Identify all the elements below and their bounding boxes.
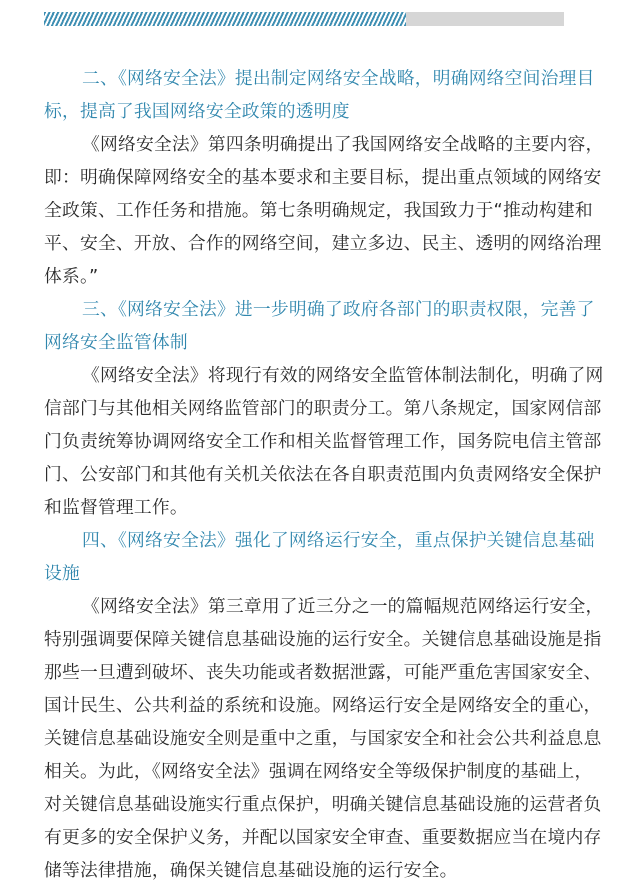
paragraph-line: 全政策、工作任务和措施。第七条明确规定，我国致力于“推动构建和 bbox=[44, 200, 593, 221]
heading-line: 二、《网络安全法》提出制定网络安全战略，明确网络空间治理目 bbox=[82, 68, 595, 89]
paragraph-line: 平、安全、开放、合作的网络空间，建立多边、民主、透明的网络治理 bbox=[44, 233, 602, 254]
paragraph-line: 信部门与其他相关网络监管部门的职责分工。第八条规定，国家网信部 bbox=[44, 398, 602, 419]
paragraph-line: 即：明确保障网络安全的基本要求和主要目标，提出重点领域的网络安 bbox=[44, 167, 602, 188]
heading-line: 标，提高了我国网络安全政策的透明度 bbox=[44, 101, 350, 122]
paragraph-line: 相关。为此，《网络安全法》强调在网络安全等级保护制度的基础上， bbox=[44, 761, 593, 782]
section-paragraph-2 bbox=[44, 128, 604, 293]
paragraph-line: 有更多的安全保护义务，并配以国家安全审查、重要数据应当在境内存 bbox=[44, 827, 602, 848]
heading-line: 网络安全监管体制 bbox=[44, 332, 188, 353]
paragraph-line: 体系。” bbox=[44, 266, 99, 287]
striped-header-bar bbox=[44, 12, 564, 26]
section-heading-4 bbox=[44, 524, 595, 590]
paragraph-line: 特别强调要保障关键信息基础设施的运行安全。关键信息基础设施是指 bbox=[44, 629, 602, 650]
section-paragraph-4 bbox=[44, 590, 604, 887]
paragraph-line: 国计民生、公共利益的系统和设施。网络运行安全是网络安全的重心， bbox=[44, 695, 602, 716]
paragraph-line: 储等法律措施，确保关键信息基础设施的运行安全。 bbox=[44, 860, 458, 881]
paragraph-line: 对关键信息基础设施实行重点保护，明确关键信息基础设施的运营者负 bbox=[44, 794, 602, 815]
paragraph-line: 关键信息基础设施安全则是重中之重，与国家安全和社会公共利益息息 bbox=[44, 728, 602, 749]
header-gray-bar bbox=[406, 12, 564, 26]
paragraph-line: 门、公安部门和其他有关机关依法在各自职责范围内负责网络安全保护 bbox=[44, 464, 602, 485]
section-heading-3 bbox=[44, 293, 595, 359]
paragraph-line: 《网络安全法》将现行有效的网络安全监管体制法制化，明确了网 bbox=[82, 365, 604, 386]
paragraph-line: 门负责统筹协调网络安全工作和相关监督管理工作，国务院电信主管部 bbox=[44, 431, 602, 452]
heading-line: 三、《网络安全法》进一步明确了政府各部门的职责权限，完善了 bbox=[82, 299, 595, 320]
header-stripes bbox=[44, 12, 406, 26]
heading-line: 设施 bbox=[44, 563, 80, 584]
paragraph-line: 那些一旦遭到破坏、丧失功能或者数据泄露，可能严重危害国家安全、 bbox=[44, 662, 602, 683]
article-body bbox=[44, 62, 604, 887]
section-paragraph-3 bbox=[44, 359, 604, 524]
paragraph-line: 和监督管理工作。 bbox=[44, 497, 188, 518]
section-heading-2 bbox=[44, 62, 595, 128]
heading-line: 四、《网络安全法》强化了网络运行安全，重点保护关键信息基础 bbox=[82, 530, 595, 551]
paragraph-line: 《网络安全法》第四条明确提出了我国网络安全战略的主要内容， bbox=[82, 134, 604, 155]
paragraph-line: 《网络安全法》第三章用了近三分之一的篇幅规范网络运行安全， bbox=[82, 596, 604, 617]
